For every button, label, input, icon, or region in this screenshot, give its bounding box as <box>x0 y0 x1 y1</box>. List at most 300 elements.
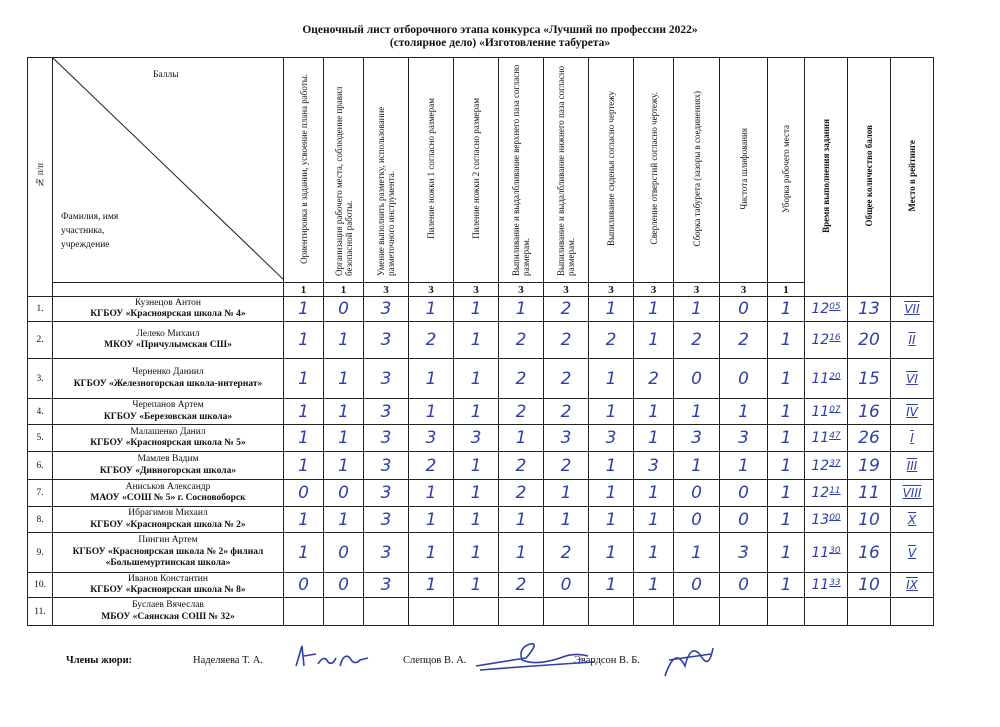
num-header: № п/п <box>28 58 53 297</box>
score-cell <box>544 533 589 573</box>
place-value: IV <box>906 404 918 419</box>
score-cell <box>409 399 454 425</box>
score-cell <box>409 573 454 598</box>
score-cell <box>720 297 768 322</box>
time-cell <box>805 598 848 626</box>
score-cell <box>544 507 589 533</box>
participant-name: Черненко Даниил <box>132 367 204 377</box>
score-cell <box>589 480 634 507</box>
score-value: 1 <box>470 542 482 563</box>
place-cell <box>891 598 934 626</box>
participant-cell <box>53 507 284 533</box>
table-row <box>28 322 934 359</box>
participant-label: Фамилия, имя участника, учреждение <box>61 212 119 250</box>
score-value: 1 <box>298 368 309 389</box>
participant-name: Кузнецов Антон <box>135 297 201 308</box>
score-value: 1 <box>691 455 702 476</box>
place-value: III <box>906 458 918 473</box>
score-value: 3 <box>738 428 749 448</box>
score-cell <box>634 399 674 425</box>
score-cell <box>409 598 454 626</box>
participant-name: Черепанов Артем <box>132 400 204 410</box>
row-number: 11. <box>28 598 53 626</box>
score-value: 3 <box>470 428 482 448</box>
score-value: 1 <box>648 483 659 503</box>
total-value: 15 <box>858 368 880 389</box>
criterion-header-6: Выпиливание и выдалбливание верхнего паза согласно размерам. <box>499 58 544 283</box>
score-value: 1 <box>298 455 309 476</box>
score-value: 1 <box>425 401 437 422</box>
place-cell <box>891 533 934 573</box>
score-value: 1 <box>648 509 659 530</box>
score-value: 0 <box>338 575 349 595</box>
score-value: 3 <box>560 428 572 448</box>
score-value: 2 <box>605 330 617 350</box>
score-cell <box>674 322 720 359</box>
time-minutes: 05 <box>829 301 841 312</box>
table-row <box>28 425 934 452</box>
jury-label: Члены жюри: <box>66 655 133 666</box>
score-cell <box>454 533 499 573</box>
participant-cell <box>53 533 284 573</box>
participant-org: КГБОУ «Красноярская школа № 5» <box>90 438 246 448</box>
place-cell <box>891 480 934 507</box>
total-header: Общее количество балов <box>848 58 891 297</box>
participant-cell <box>53 399 284 425</box>
score-value: 0 <box>738 483 749 503</box>
place-value: I <box>910 431 914 445</box>
score-value: 2 <box>560 299 572 319</box>
score-cell <box>409 322 454 359</box>
score-cell <box>544 359 589 399</box>
score-cell <box>768 480 805 507</box>
scores-label: Баллы <box>153 70 179 80</box>
title-line-1: Оценочный лист отборочного этапа конкурса «Лучший по профессии 2022» <box>302 24 698 36</box>
score-cell <box>634 598 674 626</box>
place-value: II <box>908 333 916 347</box>
score-cell <box>544 322 589 359</box>
score-cell <box>720 507 768 533</box>
time-cell <box>805 359 848 399</box>
score-value: 1 <box>738 401 749 422</box>
score-value: 1 <box>515 299 527 319</box>
place-value: VIII <box>902 486 922 500</box>
score-cell <box>544 598 589 626</box>
score-cell <box>454 452 499 480</box>
time-hours: 12 <box>811 301 830 317</box>
score-value: 1 <box>560 483 572 503</box>
score-cell <box>324 533 364 573</box>
score-value: 0 <box>691 483 702 503</box>
participant-name: Малашенко Данил <box>130 426 206 437</box>
participant-name: Ибрагимов Михаил <box>128 508 208 518</box>
score-cell <box>634 322 674 359</box>
participant-org: КГБОУ «Дивногорская школа» <box>99 465 237 476</box>
time-cell <box>805 297 848 322</box>
score-cell <box>324 322 364 359</box>
score-cell <box>284 452 324 480</box>
max-point: 3 <box>634 283 674 297</box>
score-cell <box>454 598 499 626</box>
score-cell <box>768 507 805 533</box>
criterion-header-9: Сверление отверстий согласно чертежу. <box>634 58 674 283</box>
score-cell <box>364 359 409 399</box>
score-value: 1 <box>470 483 482 503</box>
score-cell <box>634 425 674 452</box>
score-value: 0 <box>298 575 309 595</box>
score-value: 3 <box>380 575 392 595</box>
score-cell <box>768 425 805 452</box>
score-cell <box>589 399 634 425</box>
score-value: 0 <box>560 575 572 595</box>
score-value: 0 <box>338 483 349 503</box>
time-hours: 11 <box>811 370 830 387</box>
score-cell <box>409 297 454 322</box>
time-minutes: 33 <box>829 577 841 588</box>
total-cell <box>848 533 891 573</box>
score-cell <box>499 533 544 573</box>
score-value: 1 <box>605 542 617 563</box>
score-cell <box>720 322 768 359</box>
criterion-header-11: Чистота шлифования <box>720 58 768 283</box>
score-cell <box>409 425 454 452</box>
row-number: 4. <box>28 399 53 425</box>
score-value: 0 <box>338 542 349 563</box>
place-value: V <box>907 545 917 560</box>
score-value: 1 <box>605 368 617 389</box>
participant-cell <box>53 452 284 480</box>
score-cell <box>364 452 409 480</box>
score-cell <box>544 480 589 507</box>
score-value: 1 <box>780 542 792 563</box>
place-header: Место в рейтинге <box>891 58 934 297</box>
score-cell <box>768 598 805 626</box>
participant-cell <box>53 573 284 598</box>
row-number: 7. <box>28 480 53 507</box>
score-value: 1 <box>425 368 437 389</box>
score-value: 1 <box>470 575 482 595</box>
score-value: 1 <box>780 330 792 350</box>
signature-3 <box>655 636 725 686</box>
score-value: 1 <box>515 542 527 563</box>
score-value: 3 <box>425 428 437 448</box>
max-point: 3 <box>720 283 768 297</box>
time-minutes: 00 <box>829 512 841 523</box>
score-value: 1 <box>298 509 309 530</box>
table-row <box>28 359 934 399</box>
score-cell <box>454 322 499 359</box>
participant-name: Лелеко Михаил <box>136 328 200 339</box>
total-value: 16 <box>858 401 880 422</box>
score-value: 1 <box>425 483 437 503</box>
score-value: 1 <box>780 509 792 530</box>
total-cell <box>848 573 891 598</box>
score-cell <box>364 425 409 452</box>
document-title <box>0 24 1000 50</box>
participant-org: МКОУ «Причулымская СШ» <box>104 340 232 350</box>
score-value: 1 <box>298 330 309 350</box>
score-value: 2 <box>515 483 527 503</box>
score-value: 3 <box>380 509 392 530</box>
score-cell <box>634 533 674 573</box>
max-point: 1 <box>768 283 805 297</box>
participant-org: КГБОУ «Красноярская школа № 8» <box>90 585 246 595</box>
score-value: 1 <box>425 509 437 530</box>
jury-member-3: Эвардсон В. Б. <box>574 655 640 666</box>
score-cell <box>454 507 499 533</box>
score-value: 2 <box>560 330 572 350</box>
score-cell <box>634 507 674 533</box>
score-cell <box>589 452 634 480</box>
score-cell <box>284 322 324 359</box>
score-value: 0 <box>691 575 702 595</box>
participant-cell <box>53 297 284 322</box>
score-cell <box>589 359 634 399</box>
score-cell <box>409 359 454 399</box>
score-value: 1 <box>298 542 309 563</box>
score-cell <box>674 598 720 626</box>
score-cell <box>364 533 409 573</box>
score-value: 2 <box>560 542 572 563</box>
max-point: 3 <box>454 283 499 297</box>
place-cell <box>891 297 934 322</box>
score-cell <box>720 359 768 399</box>
score-value: 1 <box>780 455 792 476</box>
title-line-2: (столярное дело) «Изготовление табурета» <box>389 37 611 49</box>
score-cell <box>768 322 805 359</box>
participant-cell <box>53 598 284 626</box>
total-value: 20 <box>858 330 880 350</box>
score-value: 1 <box>780 575 792 595</box>
time-cell <box>805 425 848 452</box>
score-cell <box>409 507 454 533</box>
max-point: 3 <box>499 283 544 297</box>
score-value: 1 <box>648 330 659 350</box>
time-minutes: 07 <box>829 404 841 415</box>
score-cell <box>634 573 674 598</box>
participant-cell <box>53 425 284 452</box>
participant-org: КГБОУ «Красноярская школа № 2» <box>90 519 246 530</box>
score-cell <box>409 452 454 480</box>
score-cell <box>284 598 324 626</box>
score-cell <box>720 533 768 573</box>
row-number: 3. <box>28 359 53 399</box>
score-cell <box>589 425 634 452</box>
score-value: 3 <box>691 428 702 448</box>
score-cell <box>634 359 674 399</box>
score-value: 1 <box>780 299 792 319</box>
score-cell <box>768 359 805 399</box>
score-value: 1 <box>470 368 482 389</box>
score-cell <box>720 480 768 507</box>
row-number: 6. <box>28 452 53 480</box>
score-value: 1 <box>470 509 482 530</box>
score-cell <box>674 452 720 480</box>
place-cell <box>891 507 934 533</box>
signature-2 <box>470 636 600 676</box>
place-value: IX <box>906 578 918 592</box>
score-cell <box>589 533 634 573</box>
max-point: 3 <box>544 283 589 297</box>
time-cell <box>805 399 848 425</box>
time-minutes: 20 <box>829 371 841 382</box>
score-table <box>27 57 934 626</box>
table-row <box>28 452 934 480</box>
max-point: 1 <box>324 283 364 297</box>
score-cell <box>674 359 720 399</box>
participant-cell <box>53 322 284 359</box>
participant-name: Аниськов Александр <box>125 481 211 492</box>
score-cell <box>499 359 544 399</box>
score-cell <box>674 533 720 573</box>
score-cell <box>720 598 768 626</box>
score-value: 3 <box>648 455 659 476</box>
score-cell <box>720 399 768 425</box>
score-value: 1 <box>691 401 702 422</box>
total-cell <box>848 322 891 359</box>
score-cell <box>454 480 499 507</box>
criterion-header-2: Организация рабочего места, соблюдение правил безопасной работы. <box>324 58 364 283</box>
place-value: VII <box>904 302 920 316</box>
max-point: 3 <box>364 283 409 297</box>
place-value: VI <box>906 371 918 386</box>
table-row <box>28 480 934 507</box>
time-hours: 11 <box>811 430 830 446</box>
score-cell <box>324 507 364 533</box>
total-cell <box>848 425 891 452</box>
row-number: 8. <box>28 507 53 533</box>
criterion-header-5: Пиление ножки 2 согласно размерам <box>454 58 499 283</box>
score-value: 1 <box>691 299 702 319</box>
score-cell <box>284 399 324 425</box>
score-value: 0 <box>691 368 702 389</box>
score-cell <box>544 399 589 425</box>
score-cell <box>409 533 454 573</box>
score-cell <box>499 297 544 322</box>
score-value: 1 <box>605 299 617 319</box>
score-cell <box>589 297 634 322</box>
score-value: 1 <box>648 575 659 595</box>
score-cell <box>544 297 589 322</box>
score-cell <box>674 425 720 452</box>
total-cell <box>848 507 891 533</box>
row-number: 10. <box>28 573 53 598</box>
table-row <box>28 598 934 626</box>
time-hours: 11 <box>811 577 830 593</box>
participant-org: МАОУ «СОШ № 5» г. Сосновоборск <box>90 493 246 503</box>
time-minutes: 16 <box>829 332 841 343</box>
participant-org: МБОУ «Саянская СОШ № 32» <box>101 611 235 622</box>
score-cell <box>324 480 364 507</box>
row-number: 1. <box>28 297 53 322</box>
total-value: 26 <box>858 428 880 448</box>
time-hours: 12 <box>811 332 830 348</box>
participant-org: КГБОУ «Красноярская школа № 2» филиал «Большемуртинская школа» <box>72 546 264 569</box>
header-row <box>28 58 934 283</box>
time-minutes: 30 <box>829 545 841 556</box>
score-value: 2 <box>515 455 527 476</box>
score-value: 1 <box>780 483 792 503</box>
table-row <box>28 533 934 573</box>
score-value: 0 <box>738 299 749 319</box>
score-cell <box>720 452 768 480</box>
score-value: 3 <box>380 330 392 350</box>
score-value: 1 <box>298 299 309 319</box>
time-cell <box>805 533 848 573</box>
score-value: 1 <box>338 428 349 448</box>
score-value: 0 <box>691 509 702 530</box>
score-cell <box>364 399 409 425</box>
criterion-header-3: Умение выполнить разметку, использование разметочного инструмента. <box>364 58 409 283</box>
time-cell <box>805 322 848 359</box>
place-value: X <box>907 512 917 527</box>
max-points-row <box>28 283 934 297</box>
score-cell <box>768 399 805 425</box>
participant-org: КГБОУ «Железногорская школа-интернат» <box>73 378 263 389</box>
score-cell <box>284 359 324 399</box>
score-cell <box>499 425 544 452</box>
criterion-header-12: Уборка рабочего места <box>768 58 805 283</box>
score-value: 1 <box>648 542 659 563</box>
participant-name: Иванов Константин <box>128 573 208 584</box>
score-cell <box>284 425 324 452</box>
score-cell <box>768 573 805 598</box>
table-row <box>28 297 934 322</box>
score-value: 2 <box>560 368 572 389</box>
score-cell <box>284 573 324 598</box>
score-cell <box>324 297 364 322</box>
participant-org: КГБОУ «Красноярская школа № 4» <box>90 309 246 319</box>
score-value: 2 <box>515 330 527 350</box>
score-value: 2 <box>560 455 572 476</box>
score-cell <box>674 507 720 533</box>
score-cell <box>768 533 805 573</box>
time-minutes: 37 <box>829 458 841 469</box>
criterion-header-8: Выпиливание сиденья согласно чертежу <box>589 58 634 283</box>
score-value: 2 <box>425 330 437 350</box>
score-cell <box>634 452 674 480</box>
score-value: 1 <box>738 455 749 476</box>
score-value: 1 <box>338 509 349 530</box>
max-point: 3 <box>589 283 634 297</box>
score-value: 1 <box>691 542 702 563</box>
score-value: 1 <box>470 455 482 476</box>
score-value: 3 <box>380 542 392 563</box>
score-cell <box>499 399 544 425</box>
score-cell <box>364 598 409 626</box>
score-cell <box>364 480 409 507</box>
row-number: 5. <box>28 425 53 452</box>
time-minutes: 11 <box>829 485 841 496</box>
score-value: 1 <box>605 401 617 422</box>
score-cell <box>589 573 634 598</box>
table-row <box>28 507 934 533</box>
row-number: 9. <box>28 533 53 573</box>
score-value: 2 <box>515 368 527 389</box>
score-cell <box>364 322 409 359</box>
criterion-header-4: Пиление ножки 1 согласно размерам <box>409 58 454 283</box>
participant-org: КГБОУ «Березовская школа» <box>103 411 233 422</box>
score-cell <box>454 399 499 425</box>
score-cell <box>454 297 499 322</box>
score-cell <box>768 297 805 322</box>
place-cell <box>891 452 934 480</box>
score-value: 3 <box>738 542 749 563</box>
score-value: 1 <box>338 330 349 350</box>
score-cell <box>409 480 454 507</box>
score-cell <box>674 573 720 598</box>
score-value: 3 <box>380 483 392 503</box>
